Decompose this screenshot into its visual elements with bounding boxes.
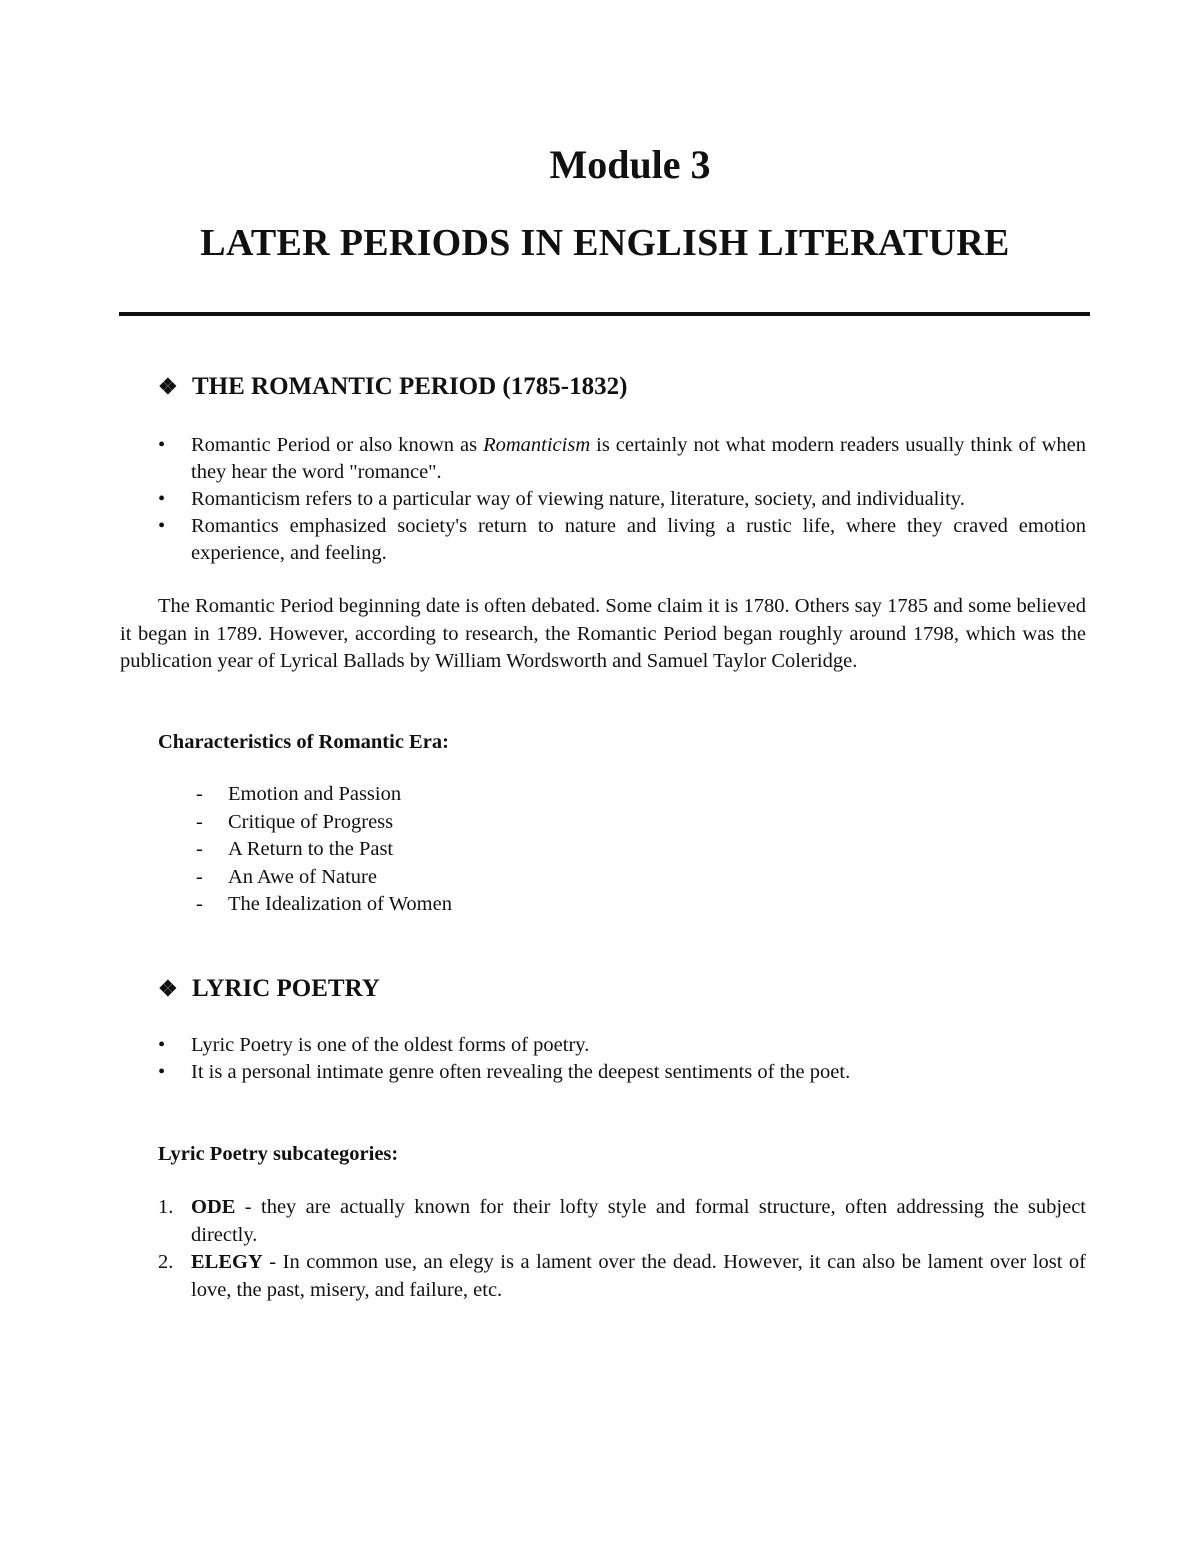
- list-item: - Emotion and Passion: [196, 781, 452, 809]
- list-item: - An Awe of Nature: [196, 864, 452, 892]
- dash-bullet-icon: -: [196, 783, 203, 805]
- subcategory-description: - they are actually known for their lofty style and formal structure, often addressing the subject directly.: [191, 1196, 1086, 1246]
- diamond-bullet-icon: ❖: [158, 374, 178, 399]
- dash-bullet-icon: -: [196, 810, 203, 833]
- dash-bullet-icon: -: [196, 893, 203, 915]
- subcategories-heading: Lyric Poetry subcategories:: [158, 1143, 399, 1165]
- dash-bullet-icon: -: [196, 865, 203, 888]
- list-item: [158, 1249, 1086, 1304]
- list-item: • Lyric Poetry is one of the oldest forms of poetry.: [158, 1032, 1086, 1059]
- subcategory-description: - In common use, an elegy is a lament over the dead. However, it can also be lament over lost of love, the past, misery, and failure, etc.: [191, 1251, 1086, 1301]
- bullet-icon: •: [158, 488, 166, 510]
- lyric-bullet-list: [158, 1032, 1086, 1086]
- subcategory-term: ELEGY: [191, 1251, 263, 1273]
- romantic-paragraph: The Romantic Period beginning date is often debated. Some claim it is 1780. Others say 1785 and some believed it began in 1789. However, according to research, the Romantic Period began roughly around 1798, which was the publication year of Lyrical Ballads by William Wordsworth and Samuel Taylor Coleridge.: [120, 595, 1086, 672]
- section-heading-text: LYRIC POETRY: [192, 975, 380, 1002]
- list-number: 1.: [158, 1196, 174, 1218]
- bullet-icon: •: [158, 1061, 166, 1083]
- subcategories-list: [158, 1194, 1086, 1304]
- romantic-bullet-list: [158, 432, 1086, 567]
- list-item: - The Idealization of Women: [196, 891, 452, 919]
- diamond-bullet-icon: ❖: [158, 976, 178, 1001]
- page-title: LATER PERIODS IN ENGLISH LITERATURE: [200, 222, 1010, 264]
- list-item: [158, 1194, 1086, 1249]
- list-item: • Romantic Period or also known as Romanticism is certainly not what modern readers usually think of when they hear the word "romance".: [158, 434, 1086, 483]
- list-item: • Romantics emphasized society's return to nature and living a rustic life, where they craved emotion experience, and feeling.: [158, 515, 1086, 564]
- bullet-icon: •: [158, 434, 166, 456]
- list-item: - Critique of Progress: [196, 809, 452, 837]
- bullet-icon: •: [158, 515, 166, 537]
- list-item: • It is a personal intimate genre often revealing the deepest sentiments of the poet.: [158, 1059, 1086, 1086]
- section-heading-text: THE ROMANTIC PERIOD (1785-1832): [192, 373, 628, 400]
- characteristics-list: [196, 781, 452, 919]
- subcategory-term: ODE: [191, 1196, 236, 1218]
- module-title: Module 3: [549, 142, 711, 187]
- section-heading-romantic: [158, 372, 627, 402]
- list-number: 2.: [158, 1251, 174, 1273]
- title-divider: [119, 312, 1090, 316]
- section-heading-lyric: [158, 974, 380, 1004]
- list-item: • Romanticism refers to a particular way of viewing nature, literature, society, and individuality.: [158, 486, 1086, 513]
- dash-bullet-icon: -: [196, 838, 203, 860]
- bullet-icon: •: [158, 1034, 166, 1056]
- list-item: - A Return to the Past: [196, 836, 452, 864]
- emphasis-term: Romanticism: [483, 434, 591, 456]
- characteristics-heading: Characteristics of Romantic Era:: [158, 731, 449, 753]
